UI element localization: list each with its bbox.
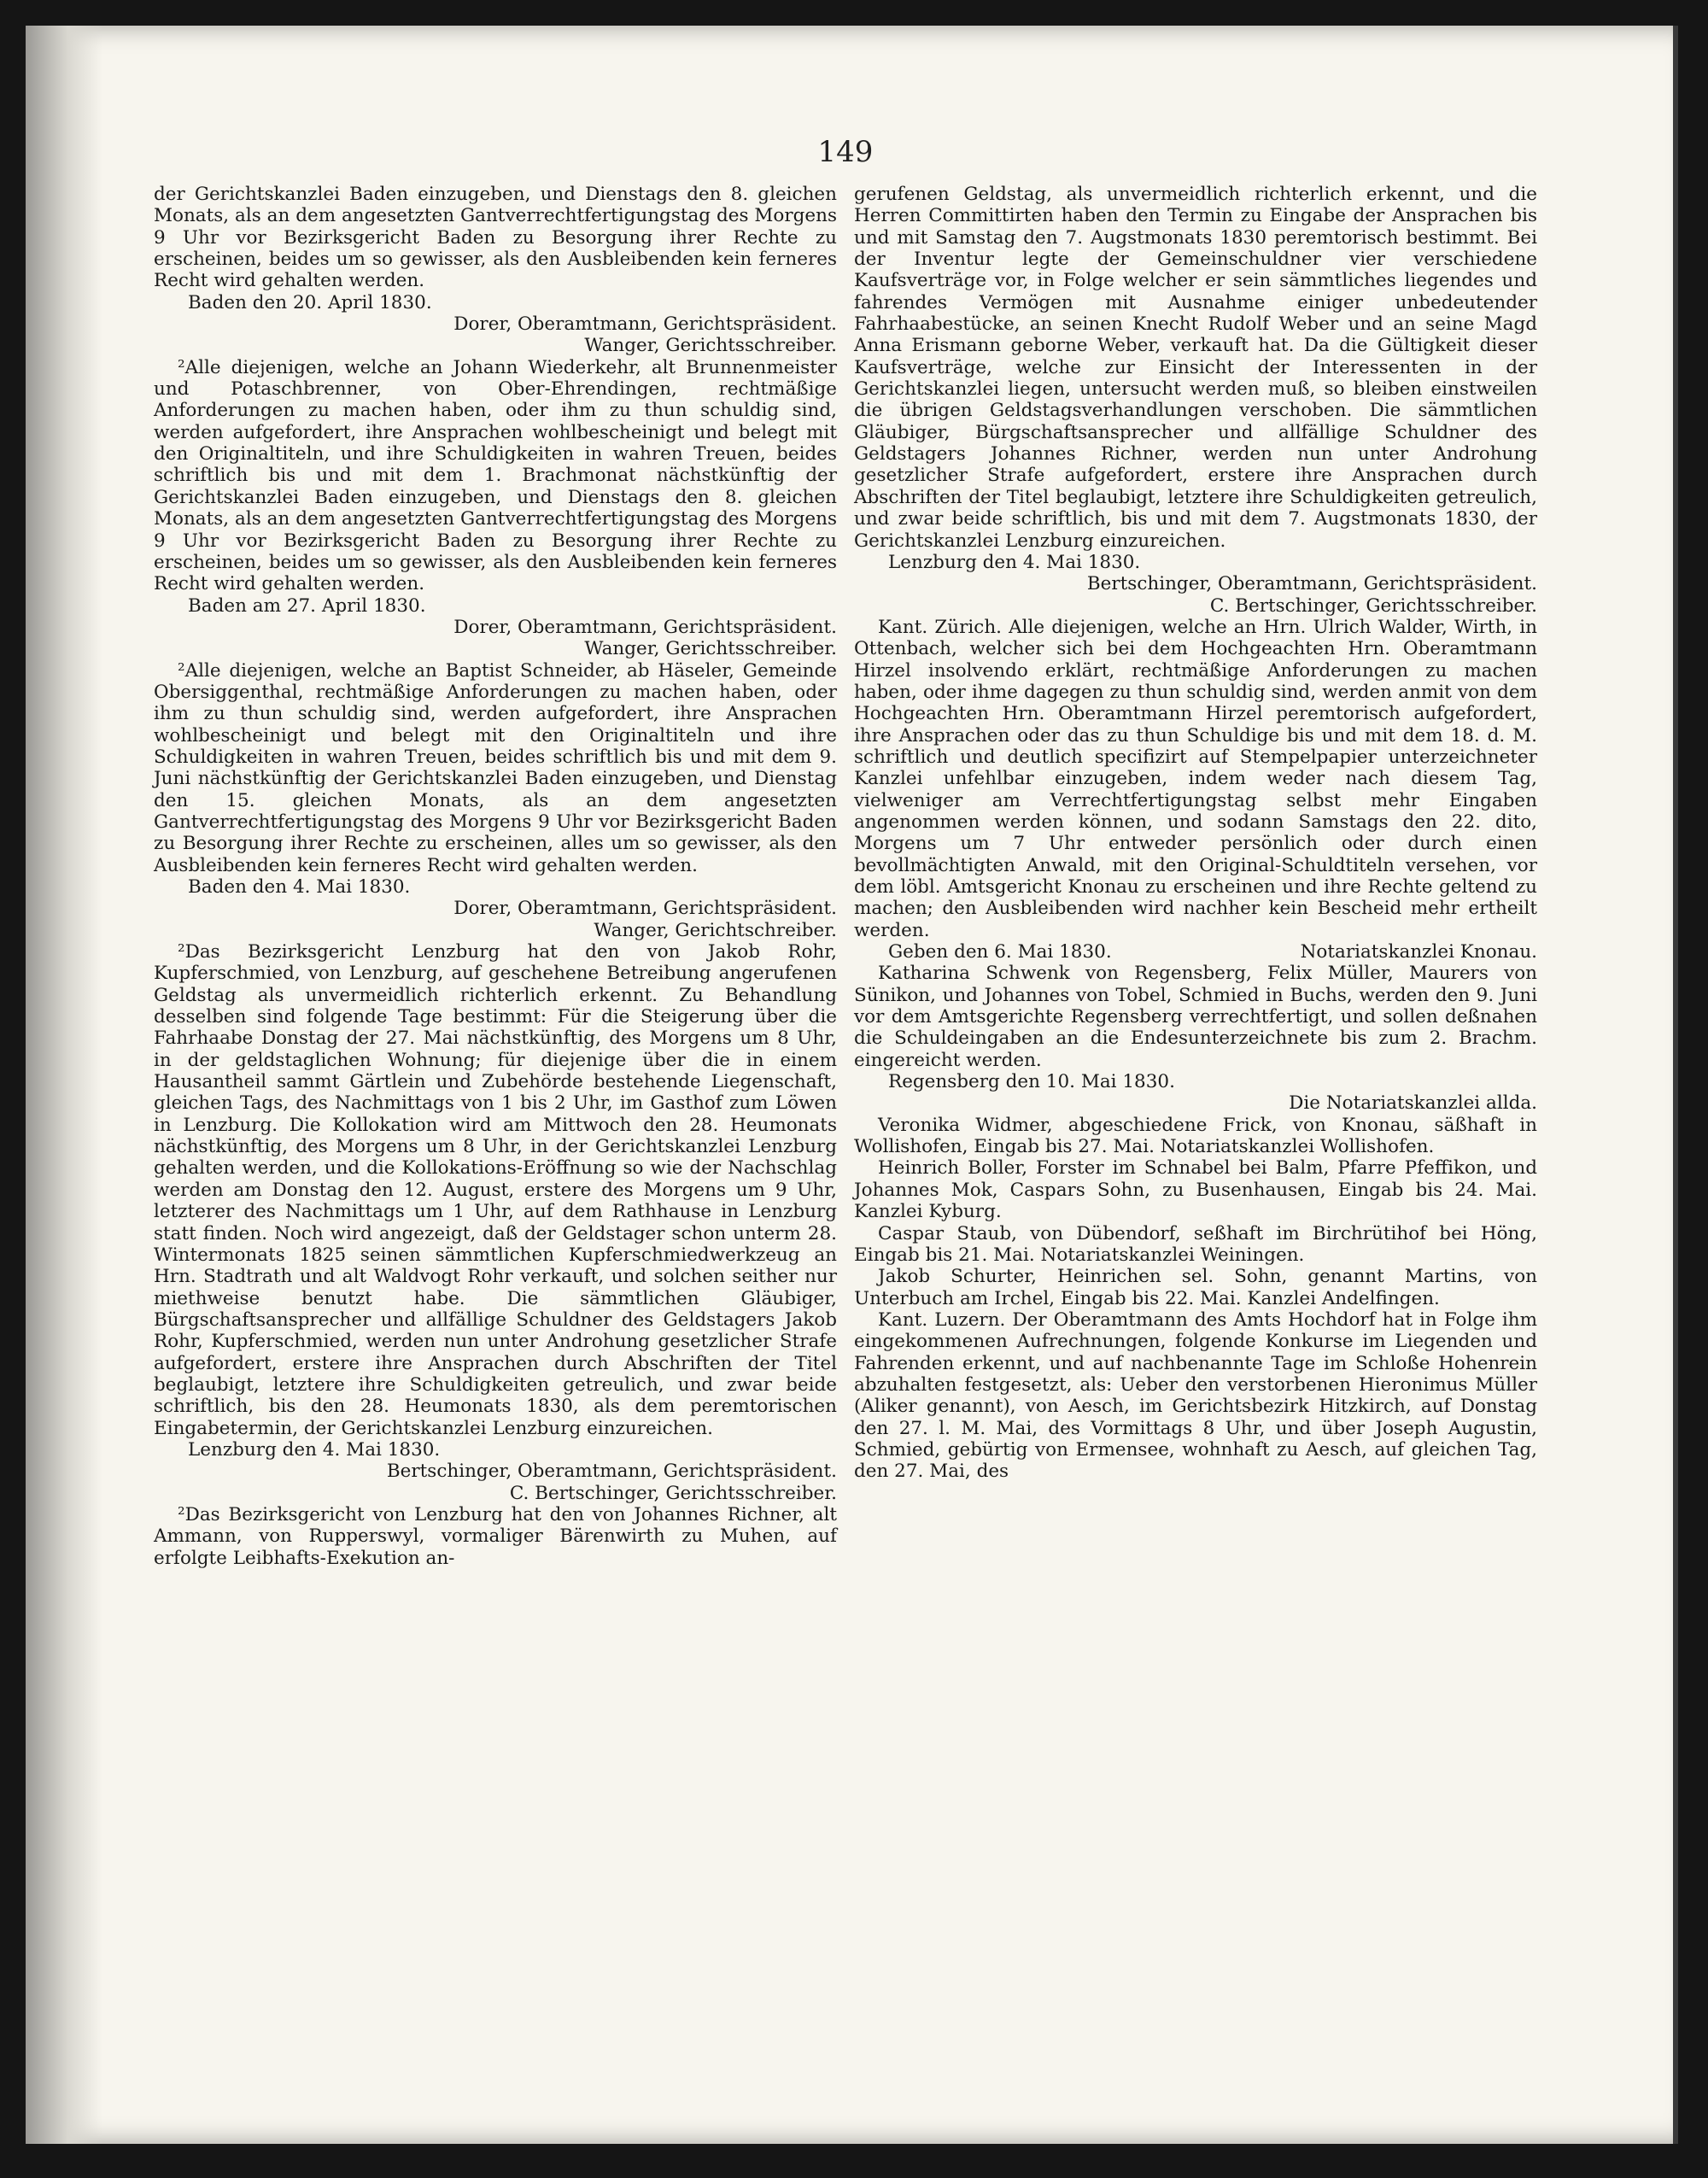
signature: Dorer, Oberamtmann, Gerichtspräsident. [453,898,837,920]
signature: Wanger, Gerichtschreiber. [594,919,837,941]
notice-paragraph: ²Das Bezirksgericht von Lenzburg hat den von Johannes Richner, alt Ammann, von Rupperswyl, vormaliger Bärenwirth zu Muhen, auf erfolgte Leibhafts-Exekution an- [154,1503,837,1569]
notice-paragraph: ²Alle diejenigen, welche an Baptist Schneider, ab Häseler, Gemeinde Obersiggenthal, rechtmäßige Anforderungen zu machen haben, oder ihm zu thun schuldig sind, werden aufgefordert, ihre Ansprachen wohlbescheinigt und belegt mit den Originaltiteln und ihre Schuldigkeiten in wahren Treuen, beides schriftlich bis und mit dem 9. Juni nächstkünftig der Gerichtskanzlei Baden einzugeben, und Dienstag den 15. gleichen Monats, als an dem angesetzten Gantverrechtfertigungstag des Morgens 9 Uhr vor Bezirksgericht Baden zu Besorgung ihrer Rechte zu erscheinen, alles um so gewisser, als den Ausbleibenden kein ferneres Recht wird gehalten werden. [154,659,837,876]
notice-paragraph: Katharina Schwenk von Regensberg, Felix Müller, Maurers von Sünikon, und Johannes von Tobel, Schmied in Buchs, werden den 9. Juni vor dem Amtsgerichte Regensberg verrechtfertigt, und sollen deßnahen die Schuldeingaben an die Endesunterzeichnete bis zum 2. Brachm. eingereicht werden. [854,963,1537,1071]
signature: Bertschinger, Oberamtmann, Gerichtspräsident. [386,1461,837,1483]
binding-gutter [26,26,102,2144]
notice-paragraph: Jakob Schurter, Heinrichen sel. Sohn, genannt Martins, von Unterbuch am Irchel, Eingab bis 22. Mai. Kanzlei Andelfingen. [854,1266,1537,1309]
right-column [854,184,1537,1483]
signature: Notariatskanzlei Knonau. [1300,941,1537,963]
notice-paragraph: ²Alle diejenigen, welche an Johann Wiederkehr, alt Brunnenmeister und Potaschbrenner, von Ober-Ehrendingen, rechtmäßige Anforderungen zu machen haben, oder ihm zu thun schuldig sind, werden aufgefordert, ihre Ansprachen wohlbescheinigt und belegt mit den Originaltiteln, und ihre Schuldigkeiten in wahren Treuen, beides schriftlich bis und mit dem 1. Brachmonat nächstkünftig der Gerichtskanzlei Baden einzugeben, und Dienstags den 8. gleichen Monats, als an dem angesetzten Gantverrechtfertigungstag des Morgens 9 Uhr vor Bezirksgericht Baden zu Besorgung ihrer Rechte zu erscheinen, beides um so gewisser, als den Ausbleibenden kein ferneres Recht wird gehalten werden. [154,356,837,595]
notice-paragraph: Kant. Luzern. Der Oberamtmann des Amts Hochdorf hat in Folge ihm eingekommenen Aufrechnungen, folgende Konkurse im Liegenden und Fahrenden erkennt, und auf nachbenannte Tage im Schloße Hohenrein abzuhalten festgesetzt, als: Ueber den verstorbenen Hieronimus Müller (Aliker genannt), von Aesch, im Gerichtsbezirk Hitzkirch, auf Donstag den 27. l. M. Mai, des Vormittags 8 Uhr, und über Joseph Augustin, Schmied, gebürtig von Ermensee, wohnhaft zu Aesch, auf gleichen Tag, den 27. Mai, des [854,1309,1537,1483]
signature: Bertschinger, Oberamtmann, Gerichtspräsident. [1086,573,1537,595]
signature: Wanger, Gerichtsschreiber. [584,638,837,660]
dateline: Baden am 27. April 1830. [188,594,426,617]
notice-paragraph: ²Das Bezirksgericht Lenzburg hat den von Jakob Rohr, Kupferschmied, von Lenzburg, auf geschehene Betreibung angerufenen Geldstag als unvermeidlich richterlich erkennt. Zu Behandlung desselben sind folgende Tage bestimmt: Für die Steigerung über die Fahrhaabe Donstag der 27. Mai nächstkünftig, des Morgens um 8 Uhr, in der geldstaglichen Wohnung; für diejenige über die in einem Hausantheil sammt Gärtlein und Zubehörde bestehende Liegenschaft, gleichen Tags, des Nachmittags von 1 bis 2 Uhr, im Gasthof zum Löwen in Lenzburg. Die Kollokation wird am Mittwoch den 28. Heumonats nächstkünftig, des Morgens um 8 Uhr, in der Gerichtskanzlei Lenzburg gehalten werden, und die Kollokations-Eröffnung so wie der Nachschlag werden am Donstag den 12. August, erstere des Morgens um 9 Uhr, letzterer des Nachmittags um 1 Uhr, auf dem Rathhause in Lenzburg statt finden. Noch wird angezeigt, daß der Geldstager schon unterm 28. Wintermonats 1825 seinen sämmtlichen Kupferschmiedwerkzeug an Hrn. Stadtrath und alt Waldvogt Rohr verkauft, und solchen seither nur miethweise benutzt habe. Die sämmtlichen Gläubiger, Bürgschaftsansprecher und allfällige Schuldner des Geldstagers Jakob Rohr, Kupferschmied, werden nun unter Androhung gesetzlicher Strafe aufgefordert, erstere ihre Ansprachen durch Abschriften der Titel beglaubigt, letztere ihre Schuldigkeiten getreulich, und zwar beide schriftlich, bis den 28. Heumonats 1830, als dem peremtorischen Eingabetermin, der Gerichtskanzlei Lenzburg einzureichen. [154,941,837,1439]
dateline: Baden den 20. April 1830. [188,291,432,313]
notice-paragraph: der Gerichtskanzlei Baden einzugeben, und Dienstags den 8. gleichen Monats, als an dem angesetzten Gantverrechtfertigungstag des Morgens 9 Uhr vor Bezirksgericht Baden zu Besorgung ihrer Rechte zu erscheinen, beides um so gewisser, als den Ausbleibenden kein ferneres Recht wird gehalten werden. [154,184,837,292]
dateline: Lenzburg den 4. Mai 1830. [188,1438,441,1461]
signature: Dorer, Oberamtmann, Gerichtspräsident. [453,313,837,336]
page-edge [1673,26,1678,2144]
notice-paragraph: Kant. Zürich. Alle diejenigen, welche an Hrn. Ulrich Walder, Wirth, in Ottenbach, welcher sich bei dem Hochgeachten Hrn. Oberamtmann Hirzel insolvendo erklärt, rechtmäßige Anforderungen zu machen haben, oder ihme dagegen zu thun schuldig sind, werden anmit von dem Hochgeachten Hrn. Oberamtmann Hirzel peremtorisch aufgefordert, ihre Ansprachen oder das zu thun Schuldige bis und mit dem 18. d. M. schriftlich und deutlich specifizirt auf Stempelpapier unterzeichneter Kanzlei unfehlbar einzugeben, indem weder nach diesem Tag, vielweniger am Verrechtfertigungstag selbst mehr Eingaben angenommen werden können, und sodann Samstags den 22. dito, Morgens um 7 Uhr entweder persönlich oder durch einen bevollmächtigten Anwald, mit den Original-Schuldtiteln versehen, vor dem löbl. Amtsgericht Knonau zu erscheinen und ihre Rechte geltend zu machen; den Ausbleibenden wird nachher kein Bescheid mehr ertheilt werden. [854,616,1537,941]
notice-paragraph: Veronika Widmer, abgeschiedene Frick, von Knonau, säßhaft in Wollishofen, Eingab bis 27. Mai. Notariatskanzlei Wollishofen. [854,1114,1537,1158]
signature: Dorer, Oberamtmann, Gerichtspräsident. [453,616,837,638]
dateline: Lenzburg den 4. Mai 1830. [888,551,1141,573]
notice-paragraph: gerufenen Geldstag, als unvermeidlich richterlich erkennt, und die Herren Committirten haben den Termin zu Eingabe der Ansprachen bis und mit Samstag den 7. Augstmonats 1830 peremtorisch bestimmt. Bei der Inventur legte der Gemeinschuldner vier verschiedene Kaufsverträge vor, in Folge welcher er sein sämmtliches liegendes und fahrendes Vermögen mit Ausnahme einiger unbedeutender Fahrhaabestücke, an seinen Knecht Rudolf Weber und an seine Magd Anna Erismann geborne Weber, verkauft hat. Da die Gültigkeit dieser Kaufsverträge, welche zur Einsicht der Interessenten in der Gerichtskanzlei liegen, untersucht werden muß, so bleiben einstweilen die übrigen Geldstagsverhandlungen verschoben. Die sämmtlichen Gläubiger, Bürgschaftsansprecher und allfällige Schuldner des Geldstagers Johannes Richner, werden nun unter Androhung gesetzlicher Strafe aufgefordert, erstere ihre Ansprachen durch Abschriften der Titel beglaubigt, letztere ihre Schuldigkeiten getreulich, und zwar beide schriftlich, bis und mit dem 7. Augstmonats 1830, der Gerichtskanzlei Lenzburg einzureichen. [854,184,1537,552]
signature: Wanger, Gerichtsschreiber. [584,335,837,357]
notice-paragraph: Caspar Staub, von Dübendorf, seßhaft im Birchrütihof bei Höng, Eingab bis 21. Mai. Notariatskanzlei Weiningen. [854,1222,1537,1266]
notice-paragraph: Heinrich Boller, Forster im Schnabel bei Balm, Pfarre Pfeffikon, und Johannes Mok, Caspars Sohn, zu Busenhausen, Eingab bis 24. Mai. Kanzlei Kyburg. [854,1157,1537,1223]
dateline: Baden den 4. Mai 1830. [188,876,411,898]
dateline: Regensberg den 10. Mai 1830. [888,1071,1175,1093]
signature: C. Bertschinger, Gerichtsschreiber. [509,1482,837,1504]
page-number: 149 [817,135,874,169]
dateline-signature [854,941,1537,963]
signature: C. Bertschinger, Gerichtsschreiber. [1209,594,1537,617]
signature: Die Notariatskanzlei allda. [1289,1092,1537,1115]
left-column [154,184,837,1569]
dateline: Geben den 6. Mai 1830. [888,941,1112,963]
